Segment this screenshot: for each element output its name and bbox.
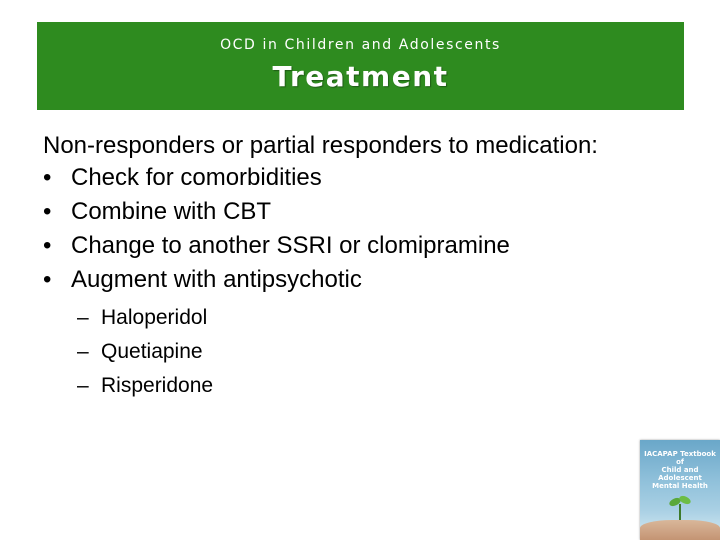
book-title-line: Child and Adolescent — [658, 466, 702, 482]
dash-icon: – — [77, 374, 89, 397]
bullet-icon: • — [43, 164, 52, 191]
dash-icon: – — [77, 340, 89, 363]
sub-list-item — [77, 369, 653, 403]
bullet-icon: • — [43, 232, 52, 259]
intro-text: Non-responders or partial responders to medication: — [43, 132, 598, 159]
slide-subtitle: OCD in Children and Adolescents — [220, 37, 501, 53]
sub-bullet-list — [77, 301, 653, 403]
list-item — [43, 263, 653, 297]
slide-body — [43, 131, 653, 403]
bullet-icon: • — [43, 198, 52, 225]
textbook-cover-image — [640, 440, 720, 540]
list-item — [43, 229, 653, 263]
seedling-icon — [668, 492, 692, 522]
list-item-text: Combine with CBT — [71, 198, 272, 225]
dash-icon: – — [77, 306, 89, 329]
book-title-line: of — [676, 458, 684, 466]
sub-list-item-text: Risperidone — [101, 374, 214, 397]
list-item-text: Check for comorbidities — [71, 164, 322, 191]
title-banner — [37, 22, 684, 110]
list-item-text: Change to another SSRI or clomipramine — [71, 232, 510, 259]
bullet-icon: • — [43, 266, 52, 293]
hands-icon — [640, 520, 720, 540]
sub-list-item — [77, 335, 653, 369]
list-item-text: Augment with antipsychotic — [71, 266, 362, 293]
book-title-line: IACAPAP Textbook — [644, 450, 716, 458]
list-item — [43, 161, 653, 195]
bullet-list — [43, 161, 653, 297]
sub-list-item-text: Quetiapine — [101, 340, 203, 363]
book-cover-title — [644, 450, 716, 490]
book-title-line: Mental Health — [652, 482, 708, 490]
sub-list-item-text: Haloperidol — [101, 306, 208, 329]
slide-title: Treatment — [272, 60, 449, 93]
sub-list-item — [77, 301, 653, 335]
list-item — [43, 195, 653, 229]
